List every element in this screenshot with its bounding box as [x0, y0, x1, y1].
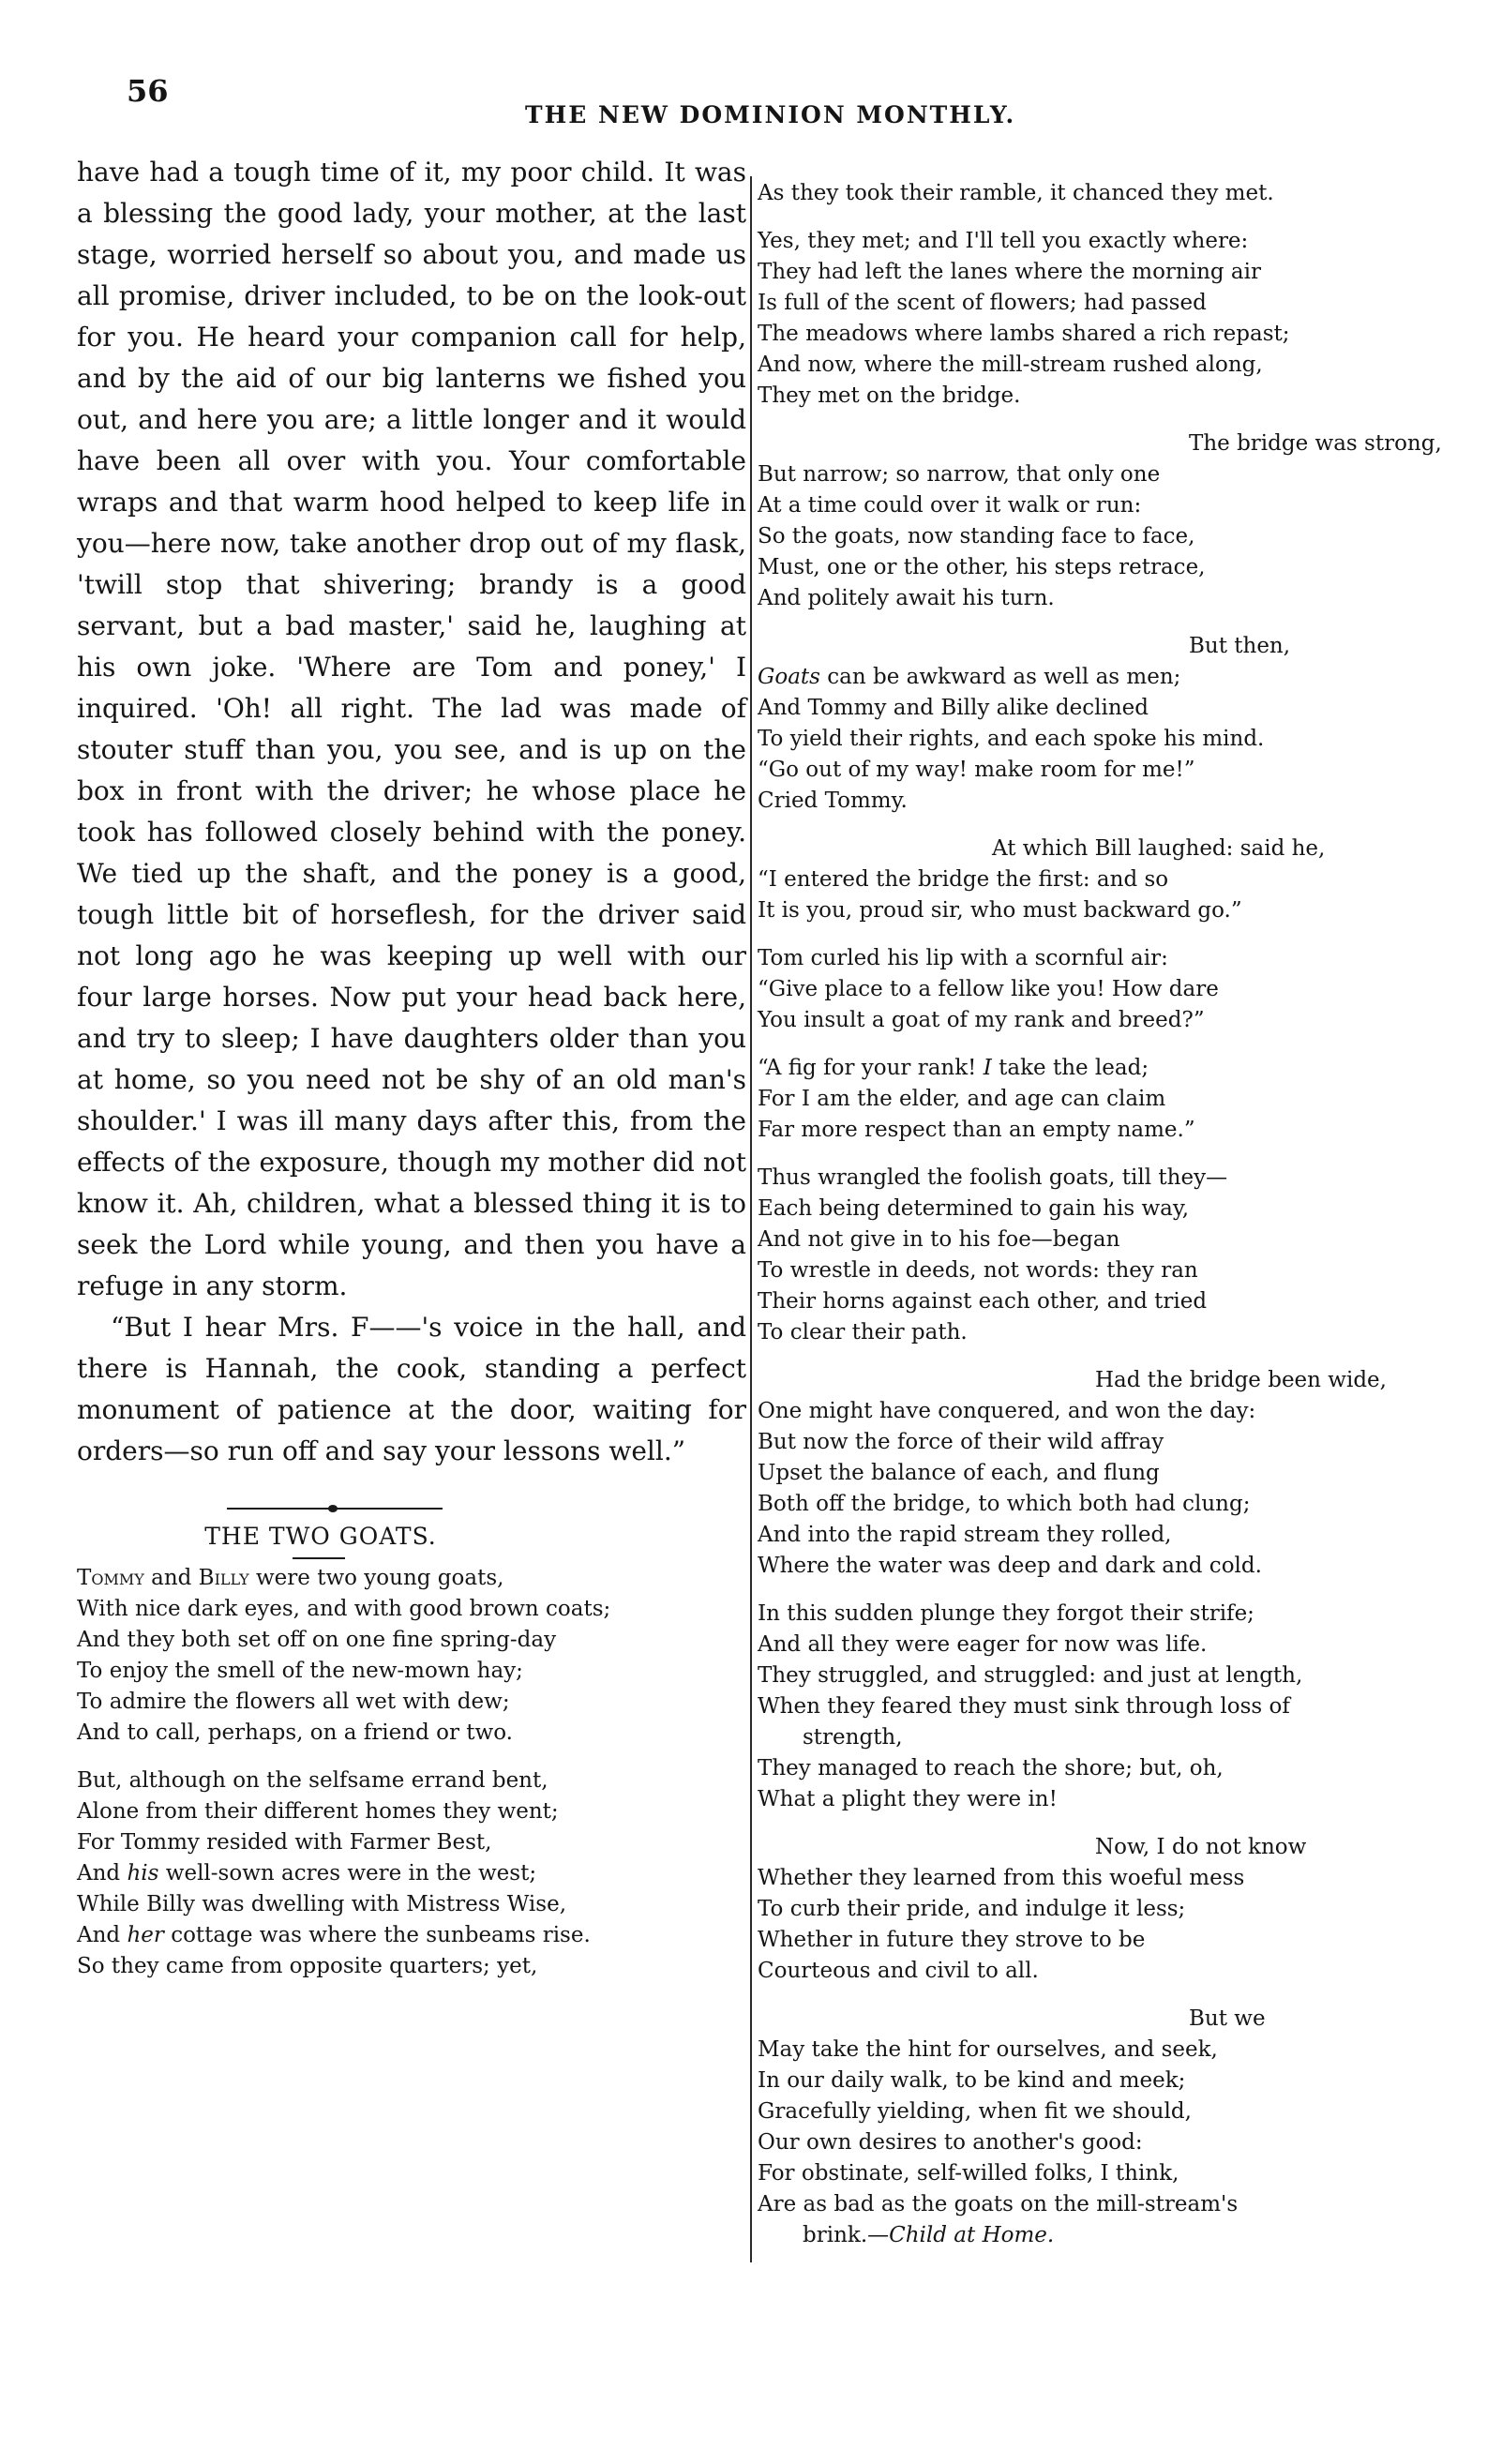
poem-line: It is you, proud sir, who must backward go.” — [758, 898, 1242, 923]
poem-line: The meadows where lambs shared a rich repast; — [758, 322, 1290, 346]
poem-line: At a time could over it walk or run: — [758, 493, 1142, 518]
poem-line: But narrow; so narrow, that only one — [758, 462, 1161, 487]
poem-line: And politely await his turn. — [758, 586, 1055, 610]
poem-line: Are as bad as the goats on the mill-stream's — [758, 2192, 1239, 2216]
poem-line: To enjoy the smell of the new-mown hay; — [77, 1659, 523, 1683]
poem-line: Must, one or the other, his steps retrace, — [758, 555, 1206, 579]
running-title: THE NEW DOMINION MONTHLY. — [525, 101, 1016, 128]
poem-stanza — [758, 943, 1404, 1036]
poem-line: Where the water was deep and dark and cold. — [758, 1554, 1262, 1578]
poem-line: And they both set off on one fine spring-day — [77, 1628, 557, 1652]
poem-line: Gracefully yielding, when fit we should, — [758, 2099, 1192, 2124]
page-number: 56 — [127, 73, 169, 109]
poem-line: Whether in future they strove to be — [758, 1928, 1146, 1952]
poem-line: To yield their rights, and each spoke his mind. — [758, 727, 1265, 751]
poem-line: strength, — [803, 1725, 903, 1750]
poem-line: Thus wrangled the foolish goats, till they— — [758, 1165, 1228, 1190]
poem-attribution: brink.—Child at Home. — [803, 2223, 1055, 2247]
poem-line: To curb their pride, and indulge it less; — [758, 1897, 1186, 1921]
poem-line: Upset the balance of each, and flung — [758, 1461, 1160, 1485]
poem-line: In this sudden plunge they forgot their strife; — [758, 1601, 1254, 1626]
poem-line: May take the hint for ourselves, and seek, — [758, 2037, 1218, 2062]
poem-line: But then, — [1189, 634, 1291, 658]
poem-line: Cried Tommy. — [758, 789, 908, 813]
poem-line: Each being determined to gain his way, — [758, 1196, 1190, 1221]
poem-line: To admire the flowers all wet with dew; — [77, 1690, 510, 1714]
poem-line: For obstinate, self-willed folks, I think, — [758, 2161, 1179, 2186]
poem-stanza — [77, 1765, 746, 1982]
poem-stanza — [77, 1563, 746, 1749]
poem-stanza — [758, 1365, 1404, 1582]
poem-line: You insult a goat of my rank and breed?” — [758, 1008, 1205, 1032]
poem-line: And her cottage was where the sunbeams rise. — [77, 1923, 591, 1947]
poem-stanza — [758, 178, 1404, 209]
poem-line: So they came from opposite quarters; yet, — [77, 1954, 538, 1978]
poem-line: So the goats, now standing face to face, — [758, 524, 1195, 548]
poem-line: For I am the elder, and age can claim — [758, 1087, 1166, 1111]
poem-line: Alone from their different homes they went; — [77, 1799, 559, 1824]
poem-line: Goats can be awkward as well as men; — [758, 665, 1181, 689]
poem-line: Far more respect than an empty name.” — [758, 1118, 1195, 1142]
left-column — [77, 152, 746, 1999]
poem-stanza — [758, 631, 1404, 817]
poem-line: At which Bill laughed: said he, — [992, 836, 1326, 861]
poem-line: For Tommy resided with Farmer Best, — [77, 1830, 492, 1855]
poem-stanza — [758, 1053, 1404, 1146]
section-separator — [227, 1506, 443, 1511]
poem-line: And Tommy and Billy alike declined — [758, 696, 1149, 720]
poem-stanza — [758, 1163, 1404, 1348]
poem-line: They struggled, and struggled: and just at length, — [758, 1663, 1303, 1688]
poem-line: Their horns against each other, and tried — [758, 1289, 1208, 1314]
poem-line: But we — [1189, 2006, 1266, 2031]
prose-paragraph: “But I hear Mrs. F——'s voice in the hall, and there is Hannah, the cook, standing a perfect monument of patience at the door, waiting for orders—so run off and say your lessons well.” — [77, 1312, 746, 1466]
poem-line: Courteous and civil to all. — [758, 1959, 1039, 1983]
poem-line: And into the rapid stream they rolled, — [758, 1523, 1172, 1547]
poem-line: As they took their ramble, it chanced they met. — [758, 181, 1274, 205]
poem-line: Had the bridge been wide, — [1095, 1368, 1387, 1392]
poem-line: They met on the bridge. — [758, 383, 1021, 408]
poem-title: THE TWO GOATS. — [204, 1523, 437, 1550]
poem-line: And all they were eager for now was life. — [758, 1632, 1208, 1657]
poem-line: And his well-sown acres were in the west; — [77, 1861, 537, 1886]
poem-line: They managed to reach the shore; but, oh, — [758, 1756, 1224, 1780]
poem-line: And not give in to his foe—began — [758, 1227, 1120, 1252]
poem-line: Both off the bridge, to which both had clung; — [758, 1492, 1251, 1516]
poem-line: Is full of the scent of flowers; had passed — [758, 291, 1207, 315]
poem-line: With nice dark eyes, and with good brown coats; — [77, 1597, 611, 1621]
poem-line: In our daily walk, to be kind and meek; — [758, 2068, 1186, 2093]
poem-stanza — [758, 1832, 1404, 1987]
poem-stanza — [758, 428, 1442, 614]
poem-stanza — [758, 2004, 1404, 2251]
poem-line: But now the force of their wild affray — [758, 1430, 1164, 1454]
poem-line: And now, where the mill-stream rushed along, — [758, 353, 1263, 377]
poem-stanza — [758, 1599, 1404, 1815]
column-rule — [750, 176, 752, 2262]
poem-line: While Billy was dwelling with Mistress Wise, — [77, 1892, 567, 1916]
poem-line: And to call, perhaps, on a friend or two. — [77, 1720, 513, 1745]
title-rule — [293, 1557, 345, 1559]
poem-line: To clear their path. — [758, 1320, 968, 1345]
poem-line: What a plight they were in! — [758, 1787, 1058, 1811]
poem-line: But, although on the selfsame errand bent, — [77, 1768, 548, 1793]
poem-line: They had left the lanes where the morning air — [758, 260, 1261, 284]
poem-line: “A fig for your rank! I take the lead; — [758, 1056, 1149, 1080]
poem-stanza — [758, 226, 1404, 412]
poem-line: “I entered the bridge the first: and so — [758, 867, 1169, 892]
poem-line: “Go out of my way! make room for me!” — [758, 758, 1195, 782]
poem-line: Now, I do not know — [1095, 1835, 1307, 1859]
poem-stanza — [758, 834, 1404, 926]
poem-line: Tommy and Billy were two young goats, — [77, 1566, 504, 1590]
poem-line: One might have conquered, and won the day: — [758, 1399, 1256, 1423]
poem-line: The bridge was strong, — [1189, 431, 1442, 456]
poem-line: To wrestle in deeds, not words: they ran — [758, 1258, 1198, 1283]
poem-line: “Give place to a fellow like you! How dare — [758, 977, 1219, 1001]
prose-paragraph: have had a tough time of it, my poor child. It was a blessing the good lady, your mother, at the last stage, worried herself so about you, and made us all promise, driver included, to be on the look-out for you. He heard your companion call for help, and by the aid of our big lanterns we fished you out, and here you are; a little longer and it would have been all over with you. Your comfortable wraps and that warm hood helped to keep life in you—here now, take another drop out of my flask, 'twill stop that shivering; brandy is a good servant, but a bad master,' said he, laughing at his own joke. 'Where are Tom and poney,' I inquired. 'Oh! all right. The lad was made of stouter stuff than you, you see, and is up on the box in front with the driver; he whose place he took has followed closely behind with the poney. We tied up the shaft, and the poney is a good, tough little bit of horseflesh, for the driver said not long ago he was keeping up well with our four large horses. Now put your head back here, and try to sleep; I have daughters older than you at home, so you need not be shy of an old man's shoulder.' I was ill many days after this, from the effects of the exposure, though my mother did not know it. Ah, children, what a blessed thing it is to seek the Lord while young, and then you have a refuge in any storm. — [77, 157, 746, 1301]
right-column — [758, 178, 1442, 2268]
poem-line: Tom curled his lip with a scornful air: — [758, 946, 1168, 970]
poem-line: Yes, they met; and I'll tell you exactly where: — [758, 229, 1249, 253]
poem-line: Whether they learned from this woeful mess — [758, 1866, 1245, 1890]
prose-section — [77, 152, 746, 1472]
poem-line: Our own desires to another's good: — [758, 2130, 1143, 2155]
poem-line: When they feared they must sink through loss of — [758, 1694, 1290, 1719]
